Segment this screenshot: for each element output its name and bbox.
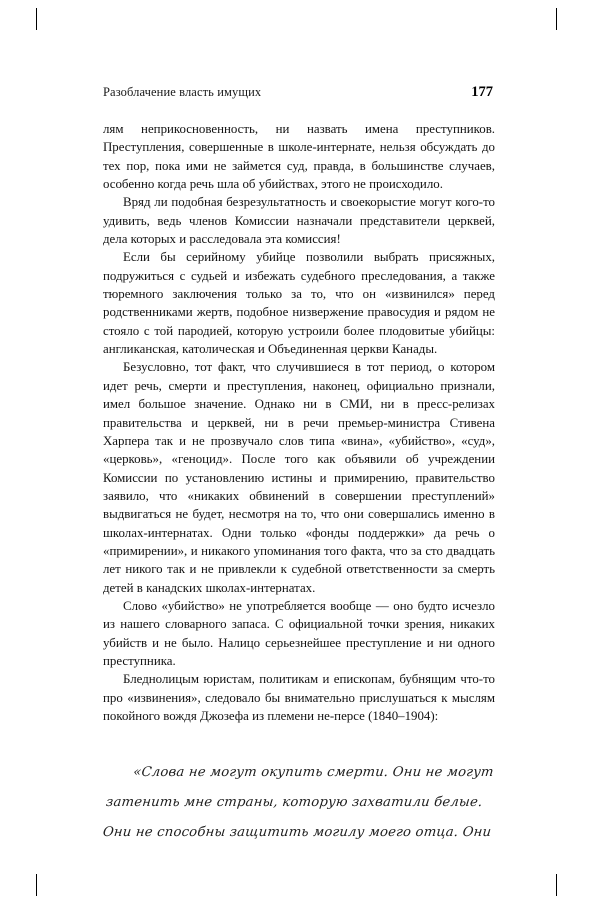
crop-mark-bottom-right [556, 874, 557, 896]
paragraph: Слово «убийство» не употребляется вообще — оно будто исчезло из нашего словарного запаса. С официальной точки зрения, никаких убийств и не было. Налицо серьезнейшее преступление и ни одного преступника. [103, 598, 495, 668]
paragraph: Если бы серийному убийце позволили выбрать присяжных, подружиться с судьей и избежать судебного преследования, а также тюремного заключения только за то, что он «извинился» перед родственниками жертв, подобное низвержение правосудия и рядом не стояло с той пародией, которую устроили более плодовитые убийцы: англиканская, католическая и Объединенная церкви Канады. [103, 250, 495, 357]
page-number: 177 [471, 84, 493, 100]
crop-mark-top-right [556, 8, 557, 30]
crop-mark-bottom-left [36, 874, 37, 896]
handwritten-quote-line: Они не способны защитить могилу моего отца. Они [102, 825, 493, 840]
handwritten-quote-line: затенить мне страны, которую захватили белые. [105, 795, 484, 810]
paragraph: Бледнолицым юристам, политикам и епископам, бубнящим что-то про «извинения», следовало бы внимательно прислушаться к мыслям покойного вождя Джозефа из племени не-персе (1840–1904): [103, 672, 495, 723]
handwritten-quote [102, 758, 495, 848]
paragraph: Вряд ли подобная безрезультатность и своекорыстие могут кого-то удивить, ведь членов Комиссии назначали представители церквей, дела которых и расследовала эта комиссия! [103, 195, 495, 247]
body-text [103, 120, 495, 725]
page-header [103, 84, 493, 101]
running-title: Разоблачение власть имущих [103, 85, 262, 99]
crop-mark-top-left [36, 8, 37, 30]
paragraph: Безусловно, тот факт, что случившиеся в тот период, о котором идет речь, смерти и преступления, наконец, официально признали, имел большое значение. Однако ни в СМИ, ни в пресс-релизах правительства и церквей, ни в речи премьер-министра Стивена Харпера так и не прозвучало слов типа «вина», «убийство», «суд», «церковь», «геноцид». После того как объявили об учреждении Комиссии по установлению истины и примирению, правительство заявило, что «никаких обвинений в совершении преступлений» выдвигаться не будет, несмотря на то, что они совершались именно в школах-интернатах. Одни только «фонды поддержки» да речь о «примирении», и никакого упоминания того факта, что за сто двадцать лет никого так и не привлекли к судебной ответственности за смерть детей в канадских школах-интернатах. [103, 360, 495, 595]
paragraph: лям неприкосновенность, ни назвать имена преступников. Преступления, совершенные в школе-интернате, нельзя обсуждать до тех пор, пока ими не займется суд, правда, в большинстве случаев, особенно когда речь шла об убийствах, этого не происходило. [103, 122, 495, 192]
handwritten-quote-line: «Слова не могут окупить смерти. Они не могут [132, 765, 495, 780]
